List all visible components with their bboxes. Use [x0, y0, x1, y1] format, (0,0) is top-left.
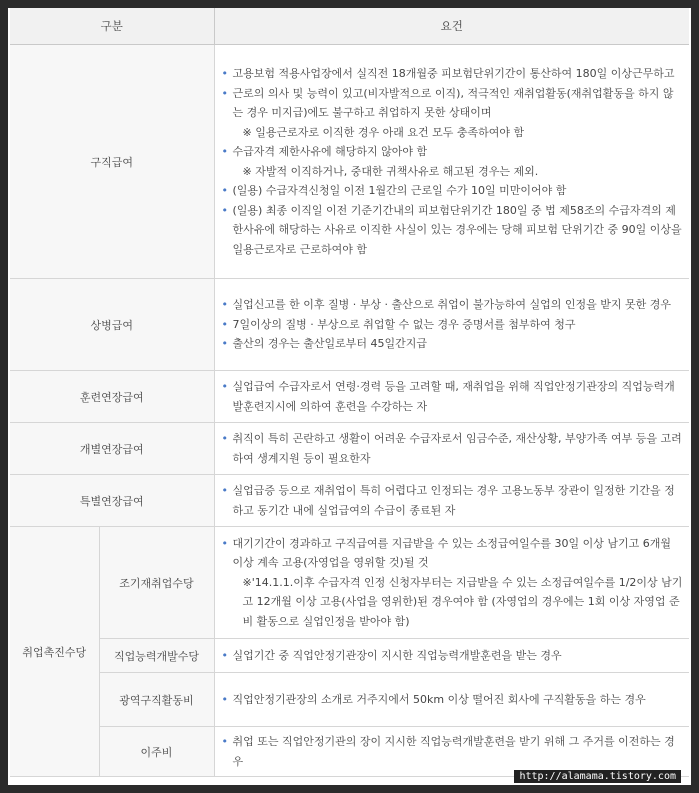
req-special-ext: [214, 475, 689, 527]
row-training-ext: [10, 371, 689, 423]
header-requirement: 요건: [214, 8, 689, 45]
list-item-text: 실업급증 등으로 재취업이 특히 어렵다고 인정되는 경우 고용노동부 장관이 일정한 기간을 정하고 동기간 내에 실업급여의 수급이 종료된 자: [232, 484, 675, 517]
list-item-text: 취직이 특히 곤란하고 생활이 어려운 수급자로서 임금수준, 재산상황, 부양가족 여부 등을 고려하여 생계지원 등이 필요한자: [232, 432, 682, 465]
requirement-list: [221, 646, 684, 666]
bullet-icon: •: [221, 484, 228, 497]
label-training-ext: 훈련연장급여: [10, 371, 214, 423]
label-early-reemployment: 조기재취업수당: [99, 527, 214, 639]
list-item-text: 직업안정기관장의 소개로 거주지에서 50km 이상 떨어진 회사에 구직활동을 하는 경우: [232, 692, 646, 706]
bullet-icon: •: [221, 536, 228, 550]
label-relocation: 이주비: [99, 727, 214, 777]
list-item: [221, 84, 684, 143]
requirement-list: [221, 295, 684, 354]
list-item-text: 7일이상의 질병 · 부상으로 취업할 수 없는 경우 증명서를 첨부하여 청구: [232, 317, 576, 331]
bullet-icon: •: [221, 67, 228, 80]
list-item: [221, 732, 684, 771]
label-wide-area: 광역구직활동비: [99, 673, 214, 727]
req-sickness: [214, 279, 689, 371]
requirement-list: [221, 429, 684, 468]
watermark-url: http://alamama.tistory.com: [514, 770, 681, 783]
bullet-icon: •: [221, 337, 228, 351]
requirement-list: [221, 481, 684, 520]
bullet-icon: •: [221, 203, 228, 217]
bullet-icon: •: [221, 145, 228, 158]
list-item: [221, 646, 684, 666]
row-vocational: [10, 639, 689, 673]
row-special-ext: [10, 475, 689, 527]
list-item-text: 실업기간 중 직업안정기관장이 지시한 직업능력개발훈련을 받는 경우: [232, 648, 562, 662]
list-item: [221, 690, 684, 710]
row-relocation: [10, 727, 689, 777]
list-item: [221, 295, 684, 315]
table-header-row: [10, 8, 689, 45]
header-category: 구분: [10, 8, 214, 45]
list-item-note: ※ 자발적 이직하거나, 중대한 귀책사유로 해고된 경우는 제외.: [242, 164, 539, 178]
label-promotion: 취업촉진수당: [10, 527, 99, 777]
list-item-note: ※ 일용근로자로 이직한 경우 아래 요건 모두 충족하여야 함: [242, 125, 525, 139]
list-item-text: (일용) 수급자격신청일 이전 1월간의 근로일 수가 10일 미만이어야 함: [232, 184, 567, 197]
list-item: [221, 377, 684, 416]
row-job-seeking: [10, 45, 689, 279]
label-special-ext: 특별연장급여: [10, 475, 214, 527]
bullet-icon: •: [221, 317, 228, 331]
list-item-text: 고용보험 적용사업장에서 실직전 18개월중 피보험단위기간이 통산하여 180일 이상근무하고: [232, 67, 675, 80]
bullet-icon: •: [221, 432, 228, 445]
list-item-text: 취업 또는 직업안정기관의 장이 지시한 직업능력개발훈련을 받기 위해 그 주거를 이전하는 경우: [232, 735, 675, 768]
bullet-icon: •: [221, 184, 228, 197]
row-early-reemployment: [10, 527, 689, 639]
req-training-ext: [214, 371, 689, 423]
req-individual-ext: [214, 423, 689, 475]
bullet-icon: •: [221, 692, 228, 706]
list-item: [221, 334, 684, 354]
req-early-reemployment: [214, 527, 689, 639]
benefits-table: [10, 8, 689, 777]
req-job-seeking: [214, 45, 689, 279]
list-item: [221, 201, 684, 260]
row-sickness: [10, 279, 689, 371]
req-vocational: [214, 639, 689, 673]
list-item-text: (일용) 최종 이직일 이전 기준기간내의 피보험단위기간 180일 중 법 제58조의 수급자격의 제한사유에 해당하는 사유로 이직한 사실이 있는 경우에는 당해 피보험 단위기간 중 90일 이상을 일용근로자로 근로하여야 함: [232, 203, 682, 256]
label-vocational: 직업능력개발수당: [99, 639, 214, 673]
row-wide-area: [10, 673, 689, 727]
bullet-icon: •: [221, 86, 228, 100]
list-item: [221, 64, 684, 84]
label-individual-ext: 개별연장급여: [10, 423, 214, 475]
list-item-text: 대기기간이 경과하고 구직급여를 지급받을 수 있는 소정급여일수를 30일 이상 남기고 6개월 이상 계속 고용(자영업을 영위할 것)될 것: [232, 536, 671, 570]
list-item-text: 출산의 경우는 출산일로부터 45일간지급: [232, 337, 428, 351]
list-item-text: 근로의 의사 및 능력이 있고(비자발적으로 이직), 적극적인 재취업활동(재취업활동을 하지 않는 경우 미지급)에도 불구하고 취업하지 못한 상태이며: [232, 86, 674, 119]
list-item: [221, 481, 684, 520]
bullet-icon: •: [221, 735, 228, 748]
req-relocation: [214, 727, 689, 777]
bullet-icon: •: [221, 298, 228, 312]
bullet-icon: •: [221, 648, 228, 662]
requirement-list: [221, 377, 684, 416]
requirement-list: [221, 690, 684, 710]
label-job-seeking: 구직급여: [10, 45, 214, 279]
list-item-note: ※'14.1.1.이후 수급자격 인정 신청자부터는 지급받을 수 있는 소정급여일수를 1/2이상 남기고 12개월 이상 고용(사업을 영위한)된 경우여야 함 (자영업의 경우에는 1회 이상 자영업 준비 활동으로 실업인정을 받아야 함): [242, 575, 683, 628]
label-sickness: 상병급여: [10, 279, 214, 371]
list-item-text: 실업신고를 한 이후 질병 · 부상 · 출산으로 취업이 불가능하여 실업의 인정을 받지 못한 경우: [232, 298, 671, 312]
requirement-list: [221, 64, 684, 259]
bullet-icon: •: [221, 380, 228, 393]
list-item-text: 실업급여 수급자로서 연령·경력 등을 고려할 때, 재취업을 위해 직업안정기관장의 직업능력개발훈련지시에 의하여 훈련을 수강하는 자: [232, 380, 675, 413]
requirement-list: [221, 534, 684, 632]
list-item: [221, 181, 684, 201]
list-item: [221, 315, 684, 335]
list-item-text: 수급자격 제한사유에 해당하지 않아야 함: [232, 145, 428, 158]
list-item: [221, 142, 684, 181]
req-wide-area: [214, 673, 689, 727]
row-individual-ext: [10, 423, 689, 475]
list-item: [221, 429, 684, 468]
list-item: [221, 534, 684, 632]
requirement-list: [221, 732, 684, 771]
benefits-table-frame: [8, 8, 691, 785]
